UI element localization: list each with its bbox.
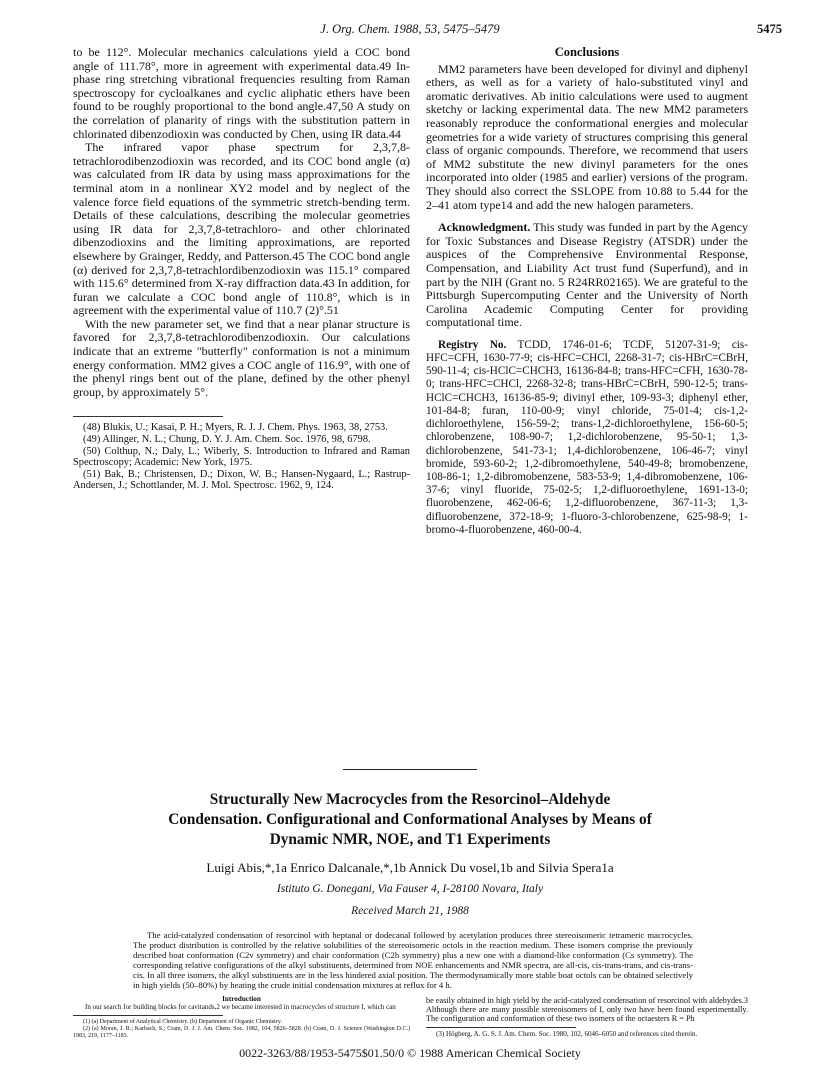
abstract-text: The acid-catalyzed condensation of resorcinol with heptanal or dodecanal followed by acetylation produces three stereoisomeric tetrameric macrocycles. The product distribution is controlled by the relative solubilities of the stereoisomeric octols in the reaction medium. These isomers comprise the previously described boat conformation (C2v symmetry) and chair conformation (C2h symmetry) plus a new one with a diamond-like conformation (Cs symmetry). The corresponding relative configurations of the alkyl substituents, determined from NOE enhancements and NMR spectra, are all-cis, cis-trans-trans, and cis-trans-cis. In all three isomers, the alkyl substituents are in the less hindered axial position. The thermodynamically more stable boat octols can be obtained selectively in high yields (50–80%) by heating the crude initial condensation mixtures at reflux for 4 h. xyxy=(133,930,693,990)
copyright-footer: 0022-3263/88/1953-5475$01.50/0 © 1988 American Chemical Society xyxy=(239,1046,581,1060)
intro-footnotes xyxy=(73,1019,410,1039)
registry-label: Registry No. xyxy=(438,338,507,351)
journal-citation: J. Org. Chem. 1988, 53, 5475–5479 xyxy=(320,22,500,36)
acknowledgment-text: This study was funded in part by the Agency for Toxic Substances and Disease Registry (ATSDR) under the auspices of the Comprehensive Environmental Response, Compensation, and Liability Act trust fund (Superfund), and in part by the NIH (Grant no. 5 R24RR02165). We are grateful to the Pittsburgh Supercomputing Center and the University of North Carolina Academic Computing Center for providing computational time. xyxy=(426,220,748,330)
conclusions-heading: Conclusions xyxy=(554,45,620,59)
footnotes xyxy=(73,422,410,492)
footnote-rule xyxy=(73,416,223,417)
footnote: (2) (a) Moran, J. R.; Karbach, S.; Cram, D. J. J. Am. Chem. Soc. 1982, 104, 5826–5828. (b) Cram, D. J. Science (Washington D.C.) 1983, 219, 1177–1183. xyxy=(73,1026,410,1039)
received-date: Received March 21, 1988 xyxy=(351,905,469,917)
conclusions-paragraph: MM2 parameters have been developed for divinyl and diphenyl ethers, as well as for a variety of halo-substituted vinyl and aromatic derivatives. Ab initio calculations were used to augment sketchy or lacking experimental data. The new MM2 parameters reasonably reproduce the conformational energies and molecular geometries for a wide variety of structures comprising this general class of organic compounds. Therefore, we recommend that users of MM2 substitute the new divinyl parameters for the ones incorporated into older (1985 and earlier) versions of the program. They should also correct the SSLOPE from 10.88 to 5.44 for the 2–41 atom type14 and add the new halogen parameters. xyxy=(426,61,748,212)
intro-paragraph: In our search for building blocks for cavitands,2 we became interested in macrocycles of structure I, which can xyxy=(85,1002,396,1011)
registry-text: TCDD, 1746-01-6; TCDF, 51207-31-9; cis-HFC=CFH, 1630-77-9; cis-HFC=CHCl, 2268-31-7; cis-HBrC=CBrH, 590-11-4; cis-HClC=CHCH3, 16136-84-8; trans-HFC=CFH, 1630-78-0; trans-HFC=CHCl, 2268-32-8; trans-HBrC=CBrH, 590-12-5; trans-HClC=CHCH3, 16136-85-9; divinyl ether, 109-93-3; diphenyl ether, 101-84-8; furan, 110-00-9; vinyl chloride, 75-01-4; cis-1,2-dichloroethylene, 156-59-2; trans-1,2-dichloroethylene, 156-60-5; chlorobenzene, 108-90-7; 1,2-dichlorobenzene, 95-50-1; 1,3-dichlorobenzene, 541-73-1; 1,4-dichlorobenzene, 106-46-7; vinyl bromide, 593-60-2; 1,2-dibromoethylene, 540-49-8; bromobenzene, 108-86-1; 1,2-dibromobenzene, 583-53-9; 1,4-dibromobenzene, 106-37-6; vinyl fluoride, 75-02-5; 1,2-difluoroethylene, 1691-13-0; fluorobenzene, 462-06-6; 1,2-difluorobenzene, 367-11-3; 1,3-difluorobenzene, 372-18-9; 1-fluoro-3-chlorobenzene, 625-98-9; 1-bromo-4-fluorobenzene, 460-00-4. xyxy=(426,338,748,536)
title-line: Structurally New Macrocycles from the Resorcinol–Aldehyde xyxy=(209,791,611,808)
right-column xyxy=(426,46,748,537)
introduction-heading: Introduction xyxy=(222,995,261,1003)
paragraph: The infrared vapor phase spectrum for 2,3,7,8-tetrachlorodibenzodioxin was recorded, and its COC bond angle (α) was calculated from IR data by using mass approximations for the terminal atom in a nonlinear XY2 model and by neglect of the valence force field equations of the symmetric stretch-bending term. Details of these calculations, describing the molecular geometries using IR data for 2,3,7,8-tetrachloro- and other chlorinated dibenzodioxins and the limiting approximations, are reported elsewhere by Grainger, Reddy, and Patterson.45 The COC bond angle (α) derived for 2,3,7,8-tetrachlordibenzodioxin was 115.1° compared with 115.6° determined from X-ray diffraction data.43 In addition, for furan we calculate a COC bond angle of 110.8°, which is in agreement with the experimental value of 110.7 (2)°.51 xyxy=(73,140,410,318)
footnote: (51) Bak, B.; Christensen, D.; Dixon, W. B.; Hansen-Nygaard, L.; Rastrup-Andersen, J.; Schottlander, M. J. Mol. Spectrosc. 1962, 9, 124. xyxy=(73,468,410,492)
footnote: (1) (a) Department of Analytical Chemistry. (b) Department of Organic Chemistry. xyxy=(83,1019,282,1026)
footnote-rule xyxy=(426,1027,576,1028)
abstract xyxy=(133,930,693,990)
left-column xyxy=(73,46,410,492)
title-line: Dynamic NMR, NOE, and T1 Experiments xyxy=(269,831,551,848)
footnote: (3) Högberg, A. G. S. J. Am. Chem. Soc. 1980, 102, 6046–6050 and references cited therein. xyxy=(436,1030,698,1039)
footnote: (50) Colthup, N.; Daly, L.; Wiberly, S. Introduction to Infrared and Raman Spectroscopy; Academic: New York, 1975. xyxy=(73,445,410,469)
authors: Luigi Abis,*,1a Enrico Dalcanale,*,1b Annick Du vosel,1b and Silvia Spera1a xyxy=(206,860,614,875)
affiliation: Istituto G. Donegani, Via Fauser 4, I-28100 Novara, Italy xyxy=(276,883,544,895)
paragraph: to be 112°. Molecular mechanics calculations yield a COC bond angle of 111.78°, more in agreement with experimental data.49 In-phase ring stretching vibrational frequencies resulting from Raman spectroscopy for cycloalkanes and cyclic aliphatic ethers have been found to be roughly proportional to the bond angle.47,50 A study on the correlation of planarity of rings with the substitution pattern in chlorinated dibenzodioxin was conducted by Chen, using IR data.44 xyxy=(73,45,410,141)
footnote: (48) Blukis, U.; Kasai, P. H.; Myers, R. J. J. Chem. Phys. 1963, 38, 2753. xyxy=(83,422,388,434)
intro-footnotes xyxy=(426,1031,748,1039)
footnote-rule xyxy=(73,1015,223,1016)
running-header xyxy=(0,22,820,38)
acknowledgment-label: Acknowledgment. xyxy=(438,220,531,235)
intro-right-column xyxy=(426,996,748,1039)
acknowledgment-paragraph xyxy=(426,221,748,330)
article-title xyxy=(90,790,730,850)
footnote: (49) Allinger, N. L.; Chung, D. Y. J. Am. Chem. Soc. 1976, 98, 6798. xyxy=(83,434,371,446)
registry-paragraph xyxy=(426,339,748,537)
paragraph: With the new parameter set, we find that a near planar structure is favored for 2,3,7,8-tetrachlorodibenzodioxin. Our calculations indicate that an extreme "butterfly" conformation is not a minimum energy conformation. MM2 gives a COC angle of 116.9°, with one of the phenyl rings bent out of the plane, defined by the other phenyl group, by approximately 5°. xyxy=(73,316,410,399)
intro-left-column xyxy=(73,996,410,1039)
title-line: Condensation. Configurational and Conformational Analyses by Means of xyxy=(168,811,652,828)
page-number: 5475 xyxy=(757,22,782,36)
article-divider xyxy=(343,769,477,770)
intro-paragraph: be easily obtained in high yield by the acid-catalyzed condensation of resorcinol with aldehydes.3 Although there are many possible stereoisomers of I, only two have been found experimentally. The configuration and conformation of these two isomers of the octaesters R = Ph xyxy=(426,996,748,1024)
